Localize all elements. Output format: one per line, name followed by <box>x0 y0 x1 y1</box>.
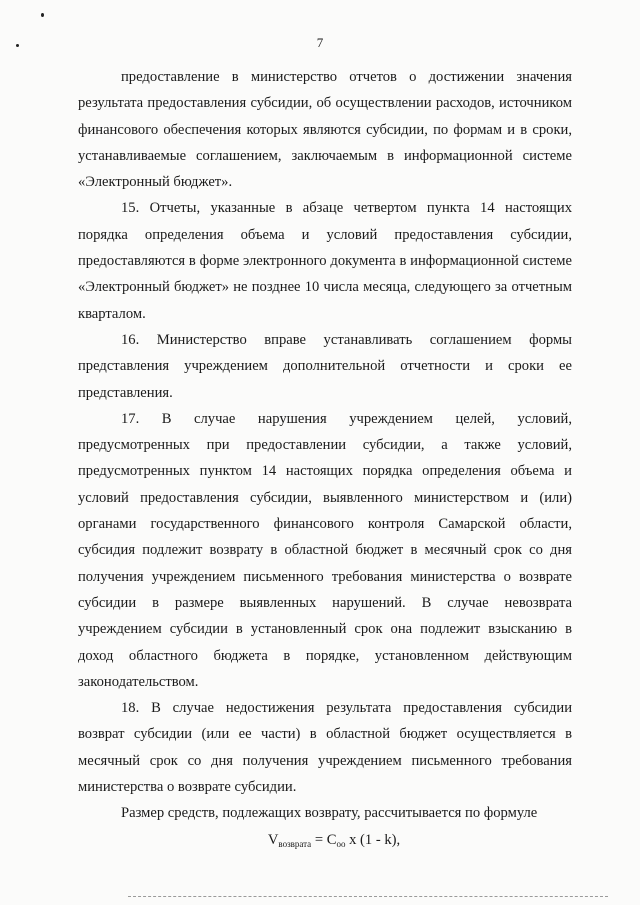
paragraph-continuation: предоставление в министерство отчетов о достижении значения результата предоставления субсидии, об осуществлении расходов, источником финансового обеспечения которых являются субсидии, по формам и в сроки, устанавливаемые соглашением, заключаемым в информационной системе «Электронный бюджет». <box>78 69 572 191</box>
document-body <box>78 64 572 857</box>
paragraph-15: 15. Отчеты, указанные в абзаце четвертом пункта 14 настоящих порядка определения объема и условий предоставления субсидии, предоставляются в форме электронного документа в информационной системе «Электронный бюджет» не позднее 10 числа месяца, следующего за отчетным кварталом. <box>78 200 572 322</box>
formula-equals: = C <box>311 831 337 848</box>
formula-lhs: V <box>267 831 279 848</box>
scan-artifact-line <box>128 896 608 898</box>
scan-speck <box>41 13 44 17</box>
refund-formula <box>78 827 572 857</box>
formula-c-subscript: оо <box>336 838 346 849</box>
paragraph-18: 18. В случае недостижения результата предоставления субсидии возврат субсидии (или ее части) в областной бюджет осуществляется в месячный срок со дня получения учреждением письменного требования министерства о возврате субсидии. <box>78 700 572 796</box>
formula-intro: Размер средств, подлежащих возврату, рассчитывается по формуле <box>121 805 538 822</box>
paragraph-16: 16. Министерство вправе устанавливать соглашением формы представления учреждением дополнительной отчетности и сроки ее представления. <box>78 331 572 401</box>
page-number: 7 <box>316 35 324 50</box>
paragraph-17: 17. В случае нарушения учреждением целей, условий, предусмотренных при предоставлении субсидии, а также условий, предусмотренных пунктом 14 настоящих порядка определения объема и условий предоставления субсидии, выявленного министерством и (или) органами государственного финансового контроля Самарской области, субсидия подлежит возврату в областной бюджет в месячный срок со дня получения учреждением письменного требования министерства о возврате субсидии в размере выявленных нарушений. В случае невозврата учреждением субсидии в установленный срок она подлежит взысканию в доход областного бюджета в порядке, установленном действующим законодательством. <box>78 410 572 690</box>
formula-rhs: x (1 - k), <box>345 831 401 848</box>
formula-lhs-subscript: возврата <box>278 838 312 849</box>
